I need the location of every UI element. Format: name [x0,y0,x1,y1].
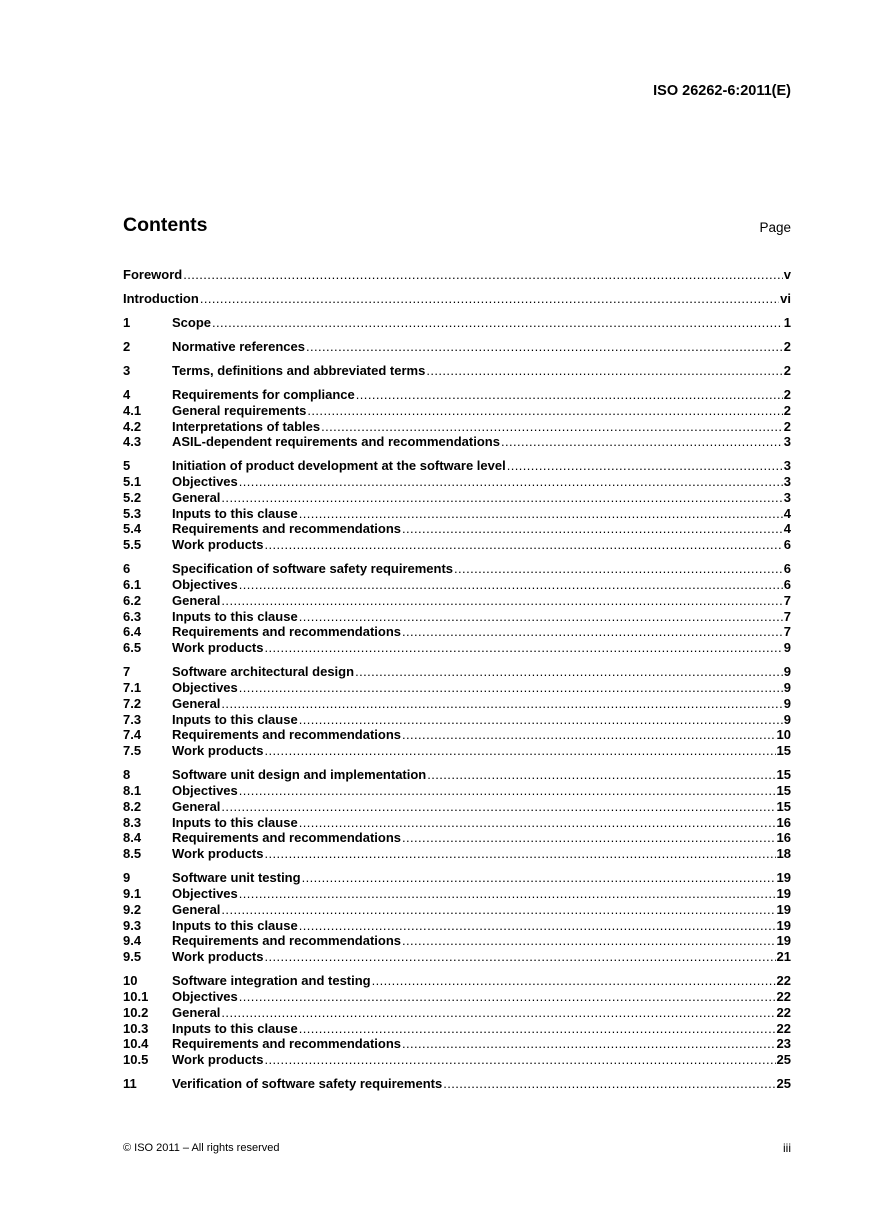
toc-dot-leader [183,267,783,283]
toc-entry[interactable] [123,949,791,965]
toc-entry-number: 9.4 [123,933,142,949]
toc-entry-title: General [172,1004,221,1020]
toc-dot-leader [265,537,783,553]
toc-entry[interactable] [123,1036,791,1052]
toc-dot-leader [355,664,783,680]
toc-entry-number: 1 [123,314,131,330]
toc-entry-page: 1 [783,314,791,330]
toc-entry-number: 5.4 [123,521,142,537]
toc-entry-title: Objectives [172,577,238,593]
toc-entry-number: 8.3 [123,814,142,830]
toc-entry[interactable] [123,680,791,696]
toc-dot-leader [239,886,776,902]
toc-entry-page: 10 [776,727,791,743]
toc-entry-number: 10.5 [123,1052,149,1068]
toc-entry[interactable] [123,339,791,355]
toc-entry[interactable] [123,767,791,783]
toc-entry-page: 2 [783,338,791,354]
toc-dot-leader [299,506,783,522]
page-number: iii [783,1141,791,1155]
toc-dot-leader [299,1021,776,1037]
toc-entry-page: 2 [783,362,791,378]
toc-entry-title: General [172,592,221,608]
toc-entry[interactable] [123,291,791,307]
toc-entry-page: 22 [776,973,791,989]
toc-entry-page: 23 [776,1036,791,1052]
toc-entry-title: ASIL-dependent requirements and recommendations [172,434,500,450]
toc-entry-title: Terms, definitions and abbreviated terms [172,362,426,378]
toc-entry-page: 25 [776,1076,791,1092]
toc-entry-number: 10 [123,973,138,989]
toc-entry[interactable] [123,267,791,283]
toc-dot-leader [507,458,783,474]
toc-entry-title: Work products [172,640,264,656]
toc-entry-number: 7.1 [123,680,142,696]
toc-entry-page: 19 [776,917,791,933]
toc-entry[interactable] [123,902,791,918]
toc-entry-title: General [172,489,221,505]
toc-entry-page: 6 [783,561,791,577]
toc-entry-page: 16 [776,814,791,830]
toc-entry[interactable] [123,1021,791,1037]
toc-entry[interactable] [123,640,791,656]
toc-dot-leader [402,521,783,537]
toc-entry-title: Foreword [123,267,183,282]
toc-dot-leader [426,363,782,379]
toc-dot-leader [356,387,783,403]
toc-entry-title: Initiation of product development at the software level [172,458,506,474]
toc-entry-page: 19 [776,901,791,917]
toc-entry[interactable] [123,886,791,902]
toc-dot-leader [221,799,775,815]
toc-entry-title: Objectives [172,680,238,696]
toc-dot-leader [402,727,776,743]
copyright-notice: © ISO 2011 – All rights reserved [123,1142,280,1154]
toc-entry-title: Work products [172,846,264,862]
toc-entry-page: v [783,267,791,282]
toc-dot-leader [221,490,782,506]
toc-entry-number: 7.3 [123,711,142,727]
toc-entry[interactable] [123,403,791,419]
toc-entry-number: 9 [123,870,131,886]
toc-entry-number: 10.3 [123,1020,149,1036]
toc-entry-number: 9.2 [123,901,142,917]
toc-dot-leader [239,577,783,593]
toc-entry-page: 2 [783,386,791,402]
toc-dot-leader [299,918,776,934]
toc-entry-page: 6 [783,577,791,593]
toc-dot-leader [306,339,783,355]
toc-entry-number: 8 [123,767,131,783]
toc-entry-number: 10.4 [123,1036,149,1052]
toc-entry[interactable] [123,664,791,680]
toc-entry-title: Requirements and recommendations [172,1036,401,1052]
toc-entry-title: Work products [172,743,264,759]
toc-entry-title: Scope [172,314,212,330]
toc-entry-number: 8.5 [123,846,142,862]
toc-entry-number: 4.2 [123,418,142,434]
toc-entry[interactable] [123,577,791,593]
toc-entry-page: 2 [783,402,791,418]
toc-entry-page: 9 [783,664,791,680]
toc-dot-leader [212,315,783,331]
toc-entry[interactable] [123,1076,791,1092]
toc-entry-number: 9.3 [123,917,142,933]
toc-entry-title: Normative references [172,338,305,354]
toc-dot-leader [501,434,783,450]
toc-entry[interactable] [123,561,791,577]
toc-entry-title: Inputs to this clause [172,814,298,830]
toc-entry-page: 22 [776,1004,791,1020]
toc-entry[interactable] [123,1005,791,1021]
toc-dot-leader [443,1076,775,1092]
toc-entry-page: 6 [783,537,791,553]
toc-entry[interactable] [123,727,791,743]
toc-entry-page: 15 [776,783,791,798]
toc-entry-number: 10.1 [123,988,149,1004]
toc-entry[interactable] [123,815,791,831]
toc-entry-number: 2 [123,338,131,354]
toc-entry-title: Inputs to this clause [172,1020,298,1036]
toc-dot-leader [372,973,776,989]
toc-entry-page: 3 [783,458,791,474]
toc-entry-number: 9.1 [123,885,142,901]
toc-entry-number: 5.2 [123,489,142,505]
toc-dot-leader [299,712,783,728]
toc-entry-page: 19 [776,933,791,949]
toc-entry-title: General [172,695,221,711]
toc-entry-page: 7 [783,592,791,608]
toc-entry-page: 9 [783,695,791,711]
toc-entry-title: Specification of software safety requirements [172,561,454,577]
toc-entry-page: 4 [783,521,791,537]
toc-entry-page: 19 [776,870,791,886]
toc-entry-number: 9.5 [123,949,142,965]
toc-entry[interactable] [123,506,791,522]
toc-entry[interactable] [123,799,791,815]
table-of-contents [123,267,791,1092]
toc-dot-leader [402,830,776,846]
toc-entry-page: vi [780,290,791,306]
toc-entry-title: Requirements and recommendations [172,830,401,846]
toc-entry-page: 25 [776,1052,791,1068]
toc-entry[interactable] [123,363,791,379]
toc-entry-number: 4 [123,386,131,402]
toc-entry-number: 11 [123,1076,137,1092]
toc-entry-title: Inputs to this clause [172,505,298,521]
toc-entry[interactable] [123,474,791,490]
toc-entry[interactable] [123,989,791,1005]
toc-entry[interactable] [123,521,791,537]
toc-entry[interactable] [123,712,791,728]
toc-entry[interactable] [123,490,791,506]
toc-dot-leader [239,989,776,1005]
toc-entry-page: 9 [783,640,791,656]
toc-dot-leader [265,949,776,965]
toc-entry-number: 4.1 [123,402,142,418]
toc-entry-page: 22 [776,1020,791,1036]
toc-entry[interactable] [123,846,791,862]
toc-entry-page: 7 [783,608,791,624]
toc-entry-title: Work products [172,1052,264,1068]
toc-entry[interactable] [123,783,791,799]
toc-entry-number: 3 [123,362,131,378]
toc-dot-leader [402,624,783,640]
toc-entry-title: Software integration and testing [172,973,371,989]
toc-entry[interactable] [123,419,791,435]
toc-entry-page: 19 [776,885,791,901]
toc-entry-number: 5.3 [123,505,142,521]
page-column-label: Page [759,220,791,235]
toc-entry-page: 21 [776,949,791,965]
toc-entry-number: 5.1 [123,474,142,490]
toc-entry[interactable] [123,624,791,640]
toc-entry-title: Objectives [172,885,238,901]
toc-entry-title: General [172,901,221,917]
toc-entry-page: 15 [776,767,791,783]
toc-dot-leader [239,783,776,799]
toc-entry-title: Inputs to this clause [172,608,298,624]
toc-entry-title: Objectives [172,988,238,1004]
toc-entry[interactable] [123,918,791,934]
toc-entry[interactable] [123,458,791,474]
toc-entry-title: Objectives [172,783,238,798]
standard-id: ISO 26262-6:2011(E) [653,83,791,99]
toc-entry-number: 6.3 [123,608,142,624]
toc-entry-page: 15 [776,743,791,759]
toc-dot-leader [402,1036,776,1052]
toc-entry-page: 18 [776,846,791,862]
toc-entry-number: 7.5 [123,743,142,759]
toc-dot-leader [265,1052,776,1068]
toc-dot-leader [402,933,776,949]
toc-entry[interactable] [123,593,791,609]
toc-dot-leader [265,640,783,656]
toc-entry-number: 10.2 [123,1004,149,1020]
toc-entry-number: 6.2 [123,592,142,608]
toc-entry-title: General [172,798,221,814]
toc-dot-leader [239,474,783,490]
toc-entry-title: Inputs to this clause [172,711,298,727]
toc-entry-number: 8.4 [123,830,142,846]
toc-entry-page: 4 [783,505,791,521]
toc-entry-title: Introduction [123,290,199,306]
toc-entry-number: 4.3 [123,434,142,450]
toc-dot-leader [200,291,779,307]
toc-dot-leader [307,403,782,419]
toc-dot-leader [321,419,783,435]
contents-heading: Contents [123,214,208,236]
toc-entry[interactable] [123,537,791,553]
toc-entry[interactable] [123,434,791,450]
toc-dot-leader [221,1005,775,1021]
toc-entry-title: Inputs to this clause [172,917,298,933]
toc-entry[interactable] [123,387,791,403]
toc-entry-number: 7.2 [123,695,142,711]
toc-entry-number: 6.1 [123,577,142,593]
toc-entry-page: 9 [783,711,791,727]
toc-dot-leader [265,743,776,759]
toc-entry[interactable] [123,743,791,759]
toc-dot-leader [221,696,782,712]
toc-entry-title: Software unit testing [172,870,301,886]
toc-dot-leader [239,680,783,696]
toc-entry[interactable] [123,696,791,712]
toc-entry-title: Software unit design and implementation [172,767,427,783]
toc-entry-title: Work products [172,949,264,965]
toc-entry-number: 8.2 [123,798,142,814]
toc-entry-page: 16 [776,830,791,846]
toc-entry-page: 15 [776,798,791,814]
toc-entry-number: 8.1 [123,783,142,798]
toc-entry-page: 3 [783,474,791,490]
toc-entry[interactable] [123,609,791,625]
toc-entry-number: 7.4 [123,727,142,743]
toc-entry[interactable] [123,973,791,989]
toc-dot-leader [221,902,775,918]
toc-entry-title: Requirements and recommendations [172,727,401,743]
toc-entry-title: Requirements and recommendations [172,521,401,537]
toc-entry-title: General requirements [172,402,307,418]
toc-entry-page: 3 [783,434,791,450]
toc-dot-leader [427,767,775,783]
toc-entry-page: 7 [783,624,791,640]
toc-entry-title: Requirements for compliance [172,386,355,402]
toc-entry-number: 6 [123,561,131,577]
toc-entry[interactable] [123,933,791,949]
toc-dot-leader [454,561,783,577]
toc-entry-title: Work products [172,537,264,553]
toc-entry-title: Requirements and recommendations [172,624,401,640]
toc-entry-number: 6.5 [123,640,142,656]
toc-dot-leader [302,870,776,886]
toc-entry-title: Interpretations of tables [172,418,321,434]
toc-entry-page: 22 [776,988,791,1004]
toc-entry[interactable] [123,315,791,331]
toc-entry[interactable] [123,1052,791,1068]
toc-entry-number: 6.4 [123,624,142,640]
toc-dot-leader [299,609,783,625]
toc-dot-leader [299,815,776,831]
toc-entry-number: 7 [123,664,131,680]
toc-entry-number: 5.5 [123,537,142,553]
toc-entry-title: Verification of software safety requirements [172,1076,443,1092]
toc-entry-number: 5 [123,458,131,474]
toc-dot-leader [221,593,782,609]
toc-entry[interactable] [123,830,791,846]
toc-dot-leader [265,846,776,862]
toc-entry-title: Objectives [172,474,238,490]
toc-entry[interactable] [123,870,791,886]
toc-entry-page: 3 [783,489,791,505]
toc-entry-page: 9 [783,680,791,696]
toc-entry-title: Software architectural design [172,664,355,680]
toc-entry-page: 2 [783,418,791,434]
toc-entry-title: Requirements and recommendations [172,933,401,949]
